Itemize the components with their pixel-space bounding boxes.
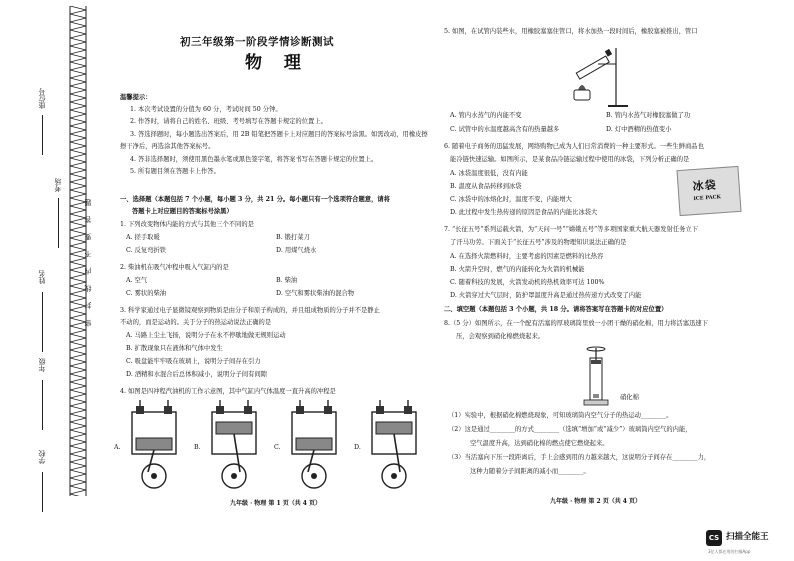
grade-label: 年级: [38, 358, 46, 372]
q3-option-a: A. 马路上尘土飞扬，说明分子在永不停歇地做无规则运动: [126, 332, 286, 339]
q1-option-c: C. 反复弯折铁: [126, 247, 167, 254]
q3-option-c: C. 吸盘能牢牢吸在玻璃上，说明分子间存在引力: [126, 358, 261, 365]
q2-option-d: D. 空气和雾状柴油的混合物: [276, 290, 355, 297]
engine-b-drawing: [212, 400, 256, 488]
q2-option-c: C. 雾状的柴油: [126, 290, 167, 297]
q2-stem: 2. 柴油机在吸气冲程中吸入气缸内的是: [120, 264, 229, 271]
binding-strip: [0, 0, 105, 561]
exam-room-line: [58, 198, 59, 248]
school-line: [42, 472, 43, 512]
q8-sub1: （1）实验中，根据硝化棉燃烧现象，可知玻璃筒内空气分子的热运动________。: [448, 412, 673, 419]
q5-option-a: A. 管内水蒸气的内能不变: [450, 112, 522, 119]
seat-line: [42, 115, 43, 155]
tip-4: 4. 答非选择题时，须使用黑色墨水笔或黑色签字笔，将答案书写在答题卡规定的位置上。: [130, 156, 378, 163]
engine-a-drawing: [132, 400, 176, 488]
tip-1: 1. 本次考试设置的分值为 60 分，考试时间 50 分钟。: [130, 106, 282, 113]
name-line: [42, 292, 43, 352]
q2-option-b: B. 柴油: [276, 277, 298, 284]
q5-stem: 5. 如图，在试管内装些水，用橡胶塞塞住管口，将水加热一段时间后，橡胶塞被推出，管口: [444, 28, 698, 35]
right-footer: 九年级 · 物理 第 2 页（共 4 页）: [550, 498, 642, 505]
q7-option-c: C. 随着科技的发展，火箭发动机的热机效率可达 100%: [450, 279, 605, 286]
engine-label-d: D.: [354, 444, 361, 451]
page-right: [440, 0, 780, 561]
q8-stem-cont: 压，会观察到硝化棉燃烧起来。: [456, 333, 545, 340]
q1-option-d: D. 用煤气烧水: [276, 247, 317, 254]
section2-heading: 二、填空题（本题包括 3 个小题，共 18 分。请将答案写在答题卡的对应位置）: [444, 306, 668, 313]
q5-option-d: D. 灯中酒精的热值变小: [606, 126, 672, 133]
q1-option-a: A. 搓手取暖: [126, 234, 160, 241]
q3-stem: 3. 科学家通过电子显微镜观察到物质是由分子和原子构成的，并且组成物质的分子并不是静止: [120, 307, 380, 314]
grade-line: [42, 380, 43, 430]
q8-sub3-cont: 这种力随着分子间距离的减小而________。: [470, 468, 590, 475]
q7-option-d: D. 火箭穿过大气层时，防护罩温度升高是通过热传递方式改变了内能: [450, 292, 642, 299]
school-label: 学校: [38, 450, 46, 464]
q5-option-b: B. 管内水蒸气对橡胶塞做了功: [606, 112, 691, 119]
q6-option-a: A. 冰袋温度很低，没有内能: [450, 170, 528, 177]
exam-room-label: 考场: [54, 178, 62, 192]
camscanner-tagline: 3亿人都在用的扫描App: [708, 549, 751, 554]
exam-title: 初三年级第一阶段学情诊断测试: [180, 36, 334, 48]
q6-option-b: B. 温度从食品转移到冰袋: [450, 183, 522, 190]
scanner-watermark: [706, 528, 792, 558]
q8-sub3: （3）当活塞向下压一段距离后，手上会感到用的力越来越大，这说明分子间存在________力，: [448, 454, 711, 461]
q7-option-b: B. 火箭升空时，燃气的内能转化为火箭的机械能: [450, 266, 585, 273]
name-label: 姓名: [38, 270, 46, 284]
subject-title: 物 理: [245, 53, 309, 73]
ice-pack-text: 冰袋: [692, 178, 718, 194]
camscanner-name: 扫描全能王: [726, 532, 769, 542]
piston-cylinder-figure: [576, 346, 616, 408]
q5-option-c: C. 试管中的水温度越高含有的热量越多: [450, 126, 560, 133]
q8-stem: 8.（5 分）如图所示，在一个配有活塞的厚玻璃筒里放一小团干燥的硝化棉，用力将活塞迅速下: [444, 320, 708, 327]
left-footer: 九年级 · 物理 第 1 页（共 4 页）: [230, 500, 322, 507]
engine-diagrams: [110, 400, 435, 492]
q6-stem: 6. 随着电子商务的迅猛发展，网络购物已成为人们日常消费的一种主要形式。一些生鲜商品也: [444, 143, 704, 150]
seal-line-text: 密 封 线 内 不 要 答 题: [84, 195, 92, 327]
q7-option-a: A. 在选择火箭燃料时，主要考虑的因素是燃料的比热容: [450, 253, 604, 260]
engine-label-c: C.: [274, 444, 281, 451]
tips-heading: 温馨提示：: [120, 94, 152, 101]
section1-heading-cont: 答题卡上对应题目的答案标号涂黑）: [132, 208, 233, 215]
q2-option-a: A. 空气: [126, 277, 148, 284]
q3-option-b: B. 扩散现象只在液体和气体中发生: [126, 345, 223, 352]
q3-option-d: D. 酒精和水混合后总体积减小，说明分子间有间隙: [126, 371, 268, 378]
engine-label-a: A.: [114, 444, 121, 451]
q1-option-b: B. 锻打菜刀: [276, 234, 310, 241]
q3-stem-cont: 不动的，而是运动的。关于分子的热运动说法正确的是: [120, 319, 272, 326]
q7-stem-cont: 了汗马功劳。下面关于“长征五号”涉及的物理知识说法正确的是: [450, 239, 627, 246]
q1-stem: 1. 下列改变物体内能的方式与其他三个不同的是: [120, 221, 254, 228]
q6-option-c: C. 冰袋中的冰熔化时，温度不变，内能增大: [450, 196, 572, 203]
tip-3: 3. 答选择题时，每小题选出答案后，用 2B 铅笔把答题卡上对应题目的答案标号涂黑。如需改动，用橡皮擦: [130, 131, 428, 138]
engine-c-drawing: [292, 400, 336, 488]
q7-stem: 7. “长征五号”系列运载火箭，为“天问一号”“嫦娥五号”等多项国家重大航天器发射任务立下: [444, 226, 699, 233]
camscanner-logo: CS: [706, 530, 722, 546]
seat-number-label: 座位号: [38, 88, 46, 109]
engine-figure-svg: [110, 400, 435, 492]
tip-3-cont: 擦干净后，再选涂其他答案标号。: [120, 143, 215, 150]
q6-option-d: D. 此过程中发生热传递的原因是食品的内能比冰袋大: [450, 209, 598, 216]
ice-pack-subtext: ICE PACK: [693, 194, 722, 203]
engine-label-b: B.: [194, 444, 201, 451]
section1-heading: 一、选择题（本题包括 7 个小题，每小题 3 分，共 21 分。每小题只有一个选项符合题意，请将: [120, 196, 390, 203]
cotton-label: 硝化棉: [620, 394, 639, 401]
q6-stem-cont: 能冷链快速运输。如图所示，是某食品冷链运输过程中使用的冰袋，下列分析正确的是: [450, 156, 690, 163]
test-tube-figure: [568, 38, 640, 110]
q8-sub2-cont: 空气温度升高，达到硝化棉的燃点使它燃烧起来。: [470, 440, 609, 447]
tip-5: 5. 所有题目须在答题卡上作答。: [130, 168, 220, 175]
q4-stem: 4. 如图是四冲程汽油机的工作示意图，其中气缸内气体温度一直升高的冲程是: [120, 388, 336, 395]
tip-2: 2. 作答时，请将自己的姓名、班级、考号填写在答题卡规定的位置上。: [130, 118, 327, 125]
q8-sub2: （2）这是通过________的方式________（选填“增加”或“减少”）玻璃筒内空气的内能，: [448, 426, 692, 433]
ice-pack-image: [676, 166, 741, 216]
engine-d-drawing: [372, 400, 416, 488]
page-left: [110, 0, 435, 561]
